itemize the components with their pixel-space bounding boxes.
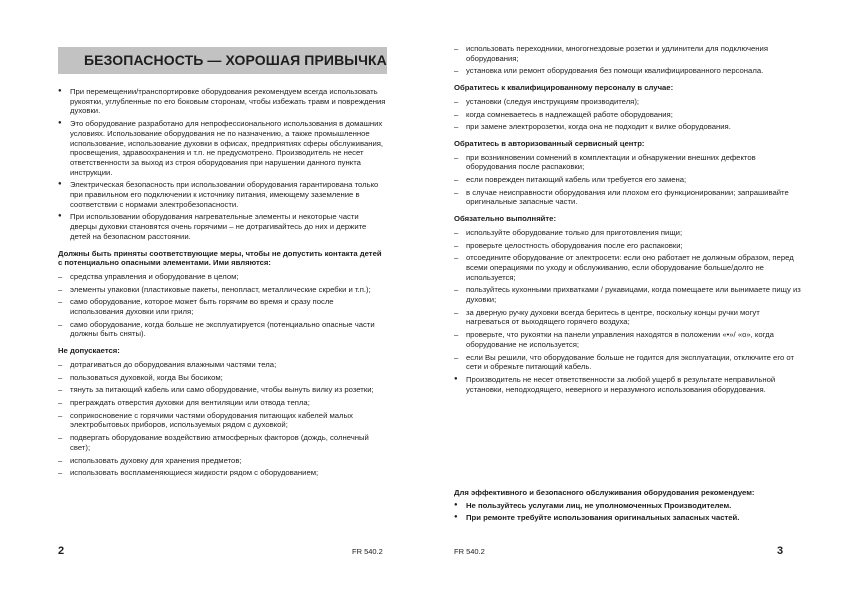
- safety-bullet: ● При использовании оборудования нагревательные элементы и некоторые части дверцы духовки становятся очень горячими – не дотрагивайтесь до них и держите детей на безопасном расстоянии.: [58, 212, 387, 241]
- must-item: – если Вы решили, что оборудование больше не годится для эксплуатации, отключите его от сети и обрежьте питающий кабель.: [454, 353, 804, 372]
- qualified-item: – установки (следуя инструкциям производителя);: [454, 97, 804, 107]
- must-item: – за дверную ручку духовки всегда беритесь в центре, поскольку концы ручки могут нагреваться от выходящего горячего воздуха;: [454, 308, 804, 327]
- page-number: 3: [777, 545, 784, 557]
- must-heading: Обязательно выполняйте:: [454, 214, 557, 224]
- right-column: [454, 44, 804, 397]
- model-code: FR 540.2: [352, 547, 383, 556]
- maintenance-bullet: ● При ремонте требуйте использования оригинальных запасных частей.: [454, 513, 804, 523]
- must-item: – проверьте, что рукоятки на панели управления находятся в положении «•»/ «o», когда оборудование не используется;: [454, 330, 804, 349]
- maintenance-bullet: ● Не пользуйтесь услугами лиц, не уполномоченных Производителем.: [454, 501, 804, 511]
- service-heading: Обратитесь в авторизованный сервисный центр:: [454, 138, 645, 148]
- measures-item: – само оборудование, которое может быть горячим во время и сразу после использования духовки или гриля;: [58, 297, 387, 316]
- service-item: – при возникновении сомнений в комплектации и обнаружении внешних дефектов оборудования после распаковки;: [454, 153, 804, 172]
- forbidden-item: – соприкосновение с горячими частями оборудования питающих кабелей малых электробытовых приборов, используемых рядом с духовкой;: [58, 411, 387, 430]
- measures-item: – само оборудование, когда больше не эксплуатируется (потенциально опасные части должны быть сняты).: [58, 320, 387, 339]
- service-item: – если поврежден питающий кабель или требуется его замена;: [454, 175, 804, 185]
- measures-heading: Должны быть приняты соответствующие меры, чтобы не допустить контакта детей с потенциально опасными элементами. Ими являются:: [58, 248, 382, 268]
- forbidden-item: – установка или ремонт оборудования без помощи квалифицированного персонала.: [454, 66, 804, 76]
- qualified-item: – при замене электророзетки, когда она не подходит к вилке оборудования.: [454, 122, 804, 132]
- maintenance-heading: Для эффективного и безопасного обслуживания оборудования рекомендуем:: [454, 488, 755, 497]
- forbidden-item: – преграждать отверстия духовки для вентиляции или отвода тепла;: [58, 398, 387, 408]
- forbidden-item: – использовать воспламеняющиеся жидкости рядом с оборудованием;: [58, 468, 387, 478]
- safety-bullet: ● Это оборудование разработано для непрофессионального использования в домашних условиях. Использование оборудования не по назначению, а также промышленное использование, использование духовки в офисах, предприятиях сферы обслуживания, просвещения, здравоохранения и т.п. не предусмотрено. Производитель не несет ответственности за выход из строя оборудования при нарушении данного пункта инструкции.: [58, 119, 387, 177]
- forbidden-item: – дотрагиваться до оборудования влажными частями тела;: [58, 360, 387, 370]
- section-title: БЕЗОПАСНОСТЬ — ХОРОШАЯ ПРИВЫЧКА: [58, 47, 387, 74]
- right-page: [421, 0, 842, 595]
- forbidden-item: – использовать переходники, многогнездовые розетки и удлинители для подключения оборудования;: [454, 44, 804, 63]
- forbidden-heading: Не допускается:: [58, 346, 120, 356]
- must-item: – отсоедините оборудование от электросети: если оно работает не должным образом, перед всеми операциями по уходу и обслуживанию, если оборудование больше/долго не используется;: [454, 253, 804, 282]
- model-code: FR 540.2: [454, 547, 485, 556]
- forbidden-item: – пользоваться духовкой, когда Вы босиком;: [58, 373, 387, 383]
- manufacturer-note: ● Производитель не несет ответственности за любой ущерб в результате неправильной установки, неподходящего, неверного и неразумного использования оборудования.: [454, 375, 804, 394]
- page-number: 2: [58, 545, 65, 557]
- must-item: – проверьте целостность оборудования после его распаковки;: [454, 241, 804, 251]
- safety-bullet: ● Электрическая безопасность при использовании оборудования гарантирована только при правильном его подключении к источнику питания, имеющему заземление в соответствии с нормами электробезопасности.: [58, 180, 387, 209]
- must-item: – используйте оборудование только для приготовления пищи;: [454, 228, 804, 238]
- qualified-item: – когда сомневаетесь в надлежащей работе оборудования;: [454, 110, 804, 120]
- maintenance-note: [454, 488, 804, 526]
- forbidden-item: – использовать духовку для хранения предметов;: [58, 456, 387, 466]
- measures-item: – средства управления и оборудование в целом;: [58, 272, 387, 282]
- qualified-heading: Обратитесь к квалифицированному персоналу в случае:: [454, 83, 674, 93]
- left-column: [58, 47, 387, 481]
- measures-item: – элементы упаковки (пластиковые пакеты, пенопласт, металлические скребки и т.п.);: [58, 285, 387, 295]
- must-item: – пользуйтесь кухонными прихватками / рукавицами, когда помещаете или вынимаете пищу из духовки;: [454, 285, 804, 304]
- service-item: – в случае неисправности оборудования или плохом его функционировании; запрашивайте оригинальные запасные части.: [454, 188, 804, 207]
- safety-bullet: ● При перемещении/транспортировке оборудования рекомендуем всегда использовать рукоятки, углубленные по его боковым сторонам, чтобы избежать травм и повреждения духовки.: [58, 87, 387, 116]
- forbidden-item: – тянуть за питающий кабель или само оборудование, чтобы вынуть вилку из розетки;: [58, 385, 387, 395]
- forbidden-item: – подвергать оборудование воздействию атмосферных факторов (дождь, солнечный свет);: [58, 433, 387, 452]
